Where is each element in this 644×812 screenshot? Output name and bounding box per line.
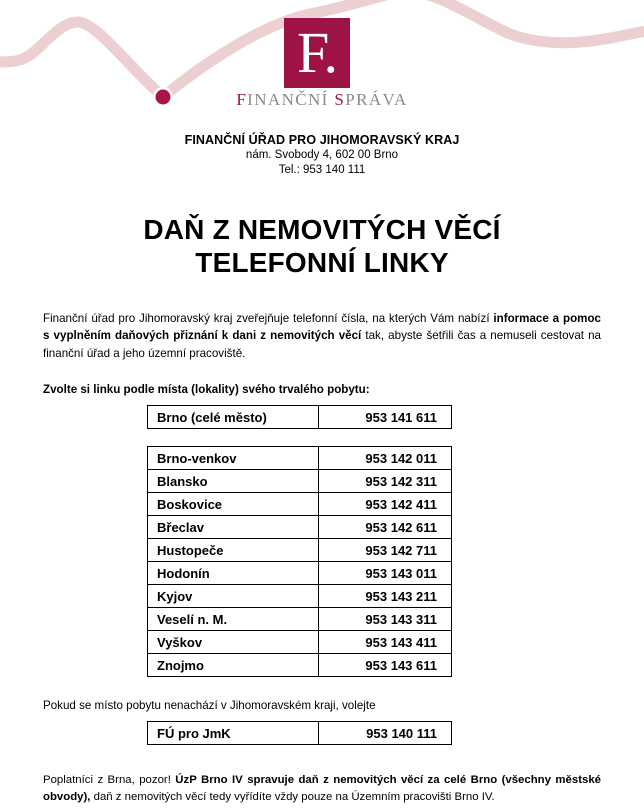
phone-number-cell: 953 143 411 — [319, 631, 452, 654]
table-row — [148, 406, 452, 429]
locality-phone-table-body — [148, 447, 452, 677]
phone-number-cell: 953 141 611 — [319, 406, 452, 429]
phone-number-cell: 953 143 611 — [319, 654, 452, 677]
fallback-phone-table — [147, 721, 452, 745]
page-title — [0, 213, 644, 279]
footnote-text-emphasis: ÚzP Brno IV spravuje daň z nemovitých věcí za celé Brno (všechny městské obvody), — [43, 774, 601, 804]
intro-paragraph — [43, 310, 601, 363]
brand-wordmark — [0, 90, 644, 110]
table-row — [148, 516, 452, 539]
phone-number-cell: 953 142 011 — [319, 447, 452, 470]
phone-number-cell: 953 143 211 — [319, 585, 452, 608]
table-row — [148, 493, 452, 516]
locality-cell: Brno-venkov — [148, 447, 319, 470]
locality-cell: Břeclav — [148, 516, 319, 539]
financni-sprava-logo — [284, 18, 350, 88]
phone-number-cell: 953 143 011 — [319, 562, 452, 585]
locality-cell: Boskovice — [148, 493, 319, 516]
table-row — [148, 470, 452, 493]
intro-text-part-2: tak, abyste šetřili čas a nemuseli cestovat na finanční úřad a jeho územní pracoviště. — [43, 329, 601, 360]
phone-number-cell: 953 142 711 — [319, 539, 452, 562]
page-title-line-2: TELEFONNÍ LINKY — [195, 247, 449, 279]
office-phone: Tel.: 953 140 111 — [278, 163, 366, 176]
footnote-paragraph — [43, 772, 601, 806]
office-name: FINANČNÍ ÚŘAD PRO JIHOMORAVSKÝ KRAJ — [184, 133, 460, 147]
wordmark-sprava: PRÁVA — [345, 90, 408, 109]
wordmark-financni: INANČNÍ — [247, 90, 335, 109]
phone-number-cell: 953 142 311 — [319, 470, 452, 493]
locality-cell: Veselí n. M. — [148, 608, 319, 631]
table-row — [148, 585, 452, 608]
intro-text-part-1: Finanční úřad pro Jihomoravský kraj zveřejňuje telefonní čísla, na kterých Vám nabízí — [43, 311, 494, 325]
table-row — [148, 722, 452, 745]
logo-letter-f: F. — [296, 20, 338, 85]
phone-number-cell: 953 143 311 — [319, 608, 452, 631]
table-row — [148, 562, 452, 585]
phone-number-cell: 953 142 611 — [319, 516, 452, 539]
phone-number-cell: 953 140 111 — [319, 722, 452, 745]
table-row — [148, 608, 452, 631]
locality-cell: Hustopeče — [148, 539, 319, 562]
primary-instruction: Zvolte si linku podle místa (lokality) svého trvalého pobytu: — [43, 383, 370, 397]
table-row — [148, 539, 452, 562]
locality-cell: Kyjov — [148, 585, 319, 608]
locality-cell: Znojmo — [148, 654, 319, 677]
locality-cell: Brno (celé město) — [148, 406, 319, 429]
table-row — [148, 654, 452, 677]
wordmark-accent-f: F — [236, 90, 248, 109]
footnote-text-part-2: daň z nemovitých věcí tedy vyřídíte vždy pouze na Územním pracovišti Brno IV. — [90, 791, 495, 804]
wordmark-accent-s: S — [334, 90, 346, 109]
phone-number-cell: 953 142 411 — [319, 493, 452, 516]
locality-cell: Vyškov — [148, 631, 319, 654]
table-row — [148, 447, 452, 470]
office-identity — [0, 132, 644, 177]
locality-cell: Hodonín — [148, 562, 319, 585]
locality-cell: FÚ pro JmK — [148, 722, 319, 745]
primary-phone-table-body — [148, 406, 452, 429]
header-band — [0, 0, 644, 122]
table-row — [148, 631, 452, 654]
footnote-text-part-1: Poplatníci z Brna, pozor! — [43, 774, 176, 787]
locality-phone-table — [147, 446, 452, 677]
office-address: nám. Svobody 4, 602 00 Brno — [245, 149, 399, 161]
page-title-line-1: DAŇ Z NEMOVITÝCH VĚCÍ — [143, 214, 501, 246]
secondary-instruction: Pokud se místo pobytu nenachází v Jihomoravském kraji, volejte — [43, 699, 376, 713]
primary-phone-table — [147, 405, 452, 429]
document-content — [0, 310, 644, 807]
fallback-phone-table-body — [148, 722, 452, 745]
intro-text-emphasis: informace a pomoc s vyplněním daňových přiznání k dani z nemovitých věcí — [43, 311, 601, 343]
locality-cell: Blansko — [148, 470, 319, 493]
